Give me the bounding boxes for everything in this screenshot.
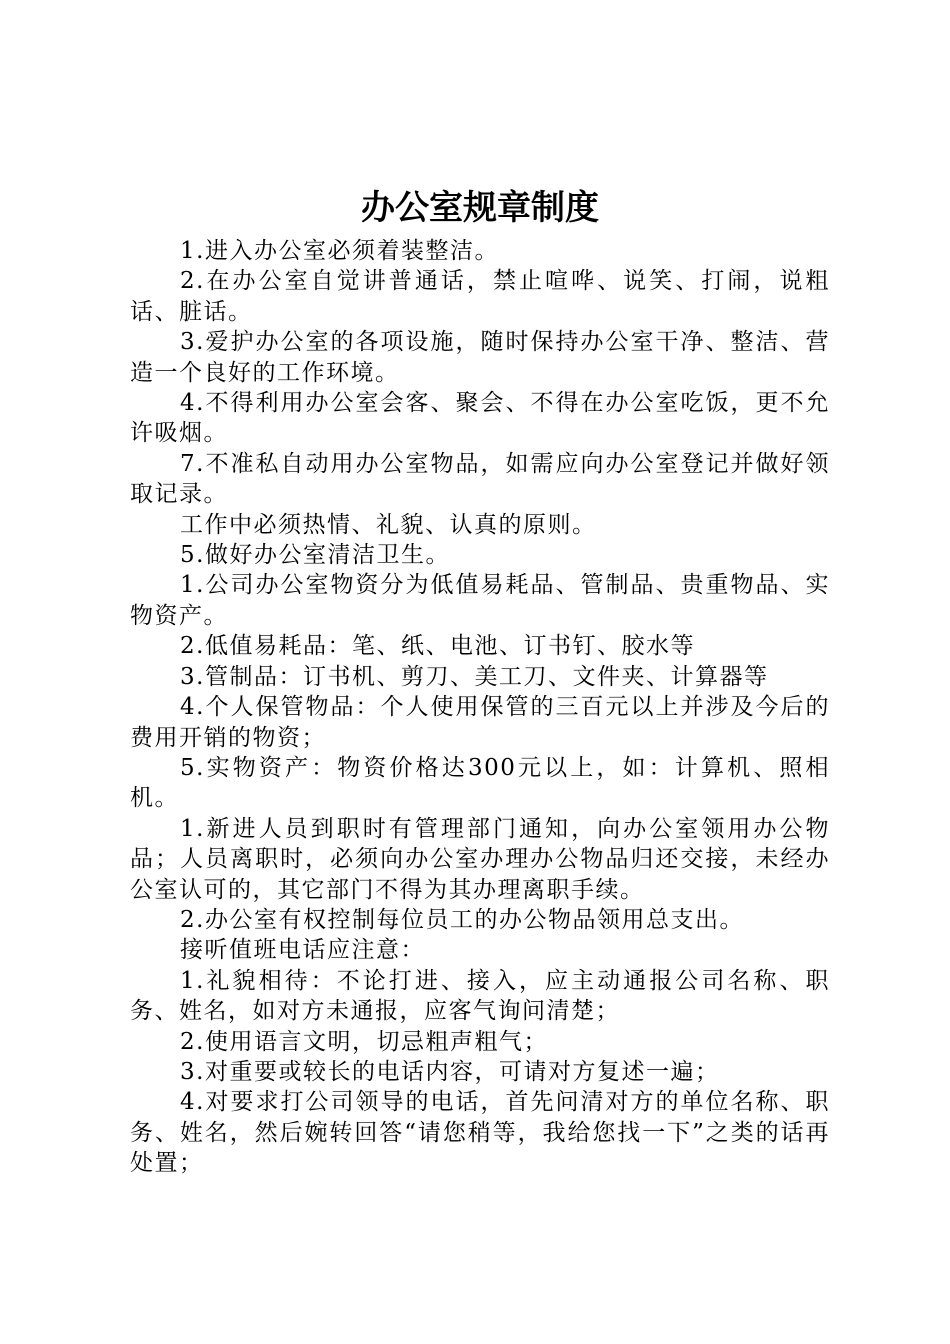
paragraph: 1.新进人员到职时有管理部门通知，向办公室领用办公物品；人员离职时，必须向办公室办理办公物品归还交接，未经办公室认可的，其它部门不得为其办理离职手续。: [130, 815, 830, 903]
paragraph: 5.实物资产：物资价格达300元以上，如：计算机、照相机。: [130, 754, 830, 812]
paragraph: 1.进入办公室必须着装整洁。: [180, 238, 499, 264]
paragraph: 4.对要求打公司领导的电话，首先问清对方的单位名称、职务、姓名，然后婉转回答“请您稍等，我给您找一下”之类的话再处置；: [130, 1089, 830, 1177]
paragraph: 接听值班电话应注意：: [180, 937, 425, 964]
document-body: [130, 236, 830, 1179]
paragraph: 5.做好办公室清洁卫生。: [180, 542, 450, 569]
paragraph: 1.礼貌相待：不论打进、接入，应主动通报公司名称、职务、姓名，如对方未通报，应客气询问清楚；: [130, 967, 830, 1025]
paragraph: 2.低值易耗品：笔、纸、电池、订书钉、胶水等: [180, 633, 695, 660]
paragraph: 3.爱护办公室的各项设施，随时保持办公室干净、整洁、营造一个良好的工作环境。: [130, 329, 830, 386]
paragraph: 3.对重要或较长的电话内容，可请对方复述一遍；: [180, 1058, 720, 1085]
paragraph: 2.在办公室自觉讲普通话，禁止喧哗、说笑、打闹，说粗话、脏话。: [130, 268, 830, 325]
paragraph: 1.公司办公室物资分为低值易耗品、管制品、贵重物品、实物资产。: [130, 572, 830, 629]
paragraph: 4.不得利用办公室会客、聚会、不得在办公室吃饭，更不允许吸烟。: [130, 390, 830, 447]
paragraph: 2.使用语言文明，切忌粗声粗气；: [180, 1028, 548, 1055]
paragraph: 3.管制品：订书机、剪刀、美工刀、文件夹、计算器等: [180, 663, 769, 690]
paragraph: 4.个人保管物品：个人使用保管的三百元以上并涉及今后的费用开销的物资；: [130, 694, 830, 751]
document-title: 办公室规章制度: [361, 188, 599, 228]
paragraph: 工作中必须热情、礼貌、认真的原则。: [180, 511, 597, 538]
paragraph: 2.办公室有权控制每位员工的办公物品领用总支出。: [180, 906, 744, 933]
paragraph: 7.不准私自动用办公室物品，如需应向办公室登记并做好领取记录。: [130, 450, 830, 508]
